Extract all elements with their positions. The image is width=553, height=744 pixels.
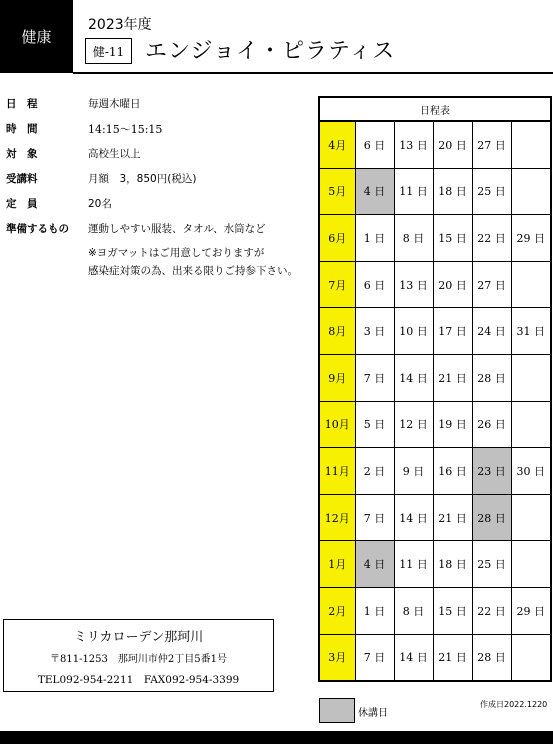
schedule-row [319,215,551,262]
day-cell: 6 日 [355,261,394,308]
schedule-title: 日程表 [319,97,551,121]
day-cell: 25 日 [472,168,511,215]
note-text: 感染症対策の為、出来る限りご持参下さい。 [88,265,298,277]
info-value: 運動しやすい服装、タオル、水筒など [88,223,266,235]
month-cell: 2月 [319,587,355,634]
month-cell: 8月 [319,308,355,355]
info-label: 日 程 [6,98,38,110]
day-cell [511,401,551,448]
day-cell: 21 日 [433,494,472,541]
month-cell: 11月 [319,448,355,495]
footer-bar [0,731,553,744]
note-text: ※ヨガマットはご用意しておりますが [88,247,265,259]
closed-day-cell: 23 日 [472,448,511,495]
course-code: 健-11 [92,44,125,59]
day-cell: 7 日 [355,634,394,681]
closed-legend-swatch [319,698,355,723]
day-cell: 14 日 [394,494,433,541]
day-cell: 25 日 [472,541,511,588]
day-cell: 7 日 [355,354,394,401]
schedule-body [319,121,551,681]
info-label: 時 間 [6,123,38,135]
info-value: 20名 [88,198,112,210]
month-cell: 1月 [319,541,355,588]
schedule-row [319,494,551,541]
day-cell: 26 日 [472,401,511,448]
schedule-row [319,634,551,681]
venue-name: ミリカローデン那珂川 [73,630,204,645]
day-cell: 16 日 [433,448,472,495]
info-value: 14:15～15:15 [88,123,163,136]
day-cell: 8 日 [394,587,433,634]
month-cell: 6月 [319,215,355,262]
venue-contact: TEL092-954-2211 FAX092-954-3399 [37,674,240,686]
day-cell: 21 日 [433,354,472,401]
schedule-row [319,261,551,308]
month-cell: 3月 [319,634,355,681]
day-cell: 20 日 [433,121,472,168]
schedule-row [319,587,551,634]
category-badge [0,0,73,73]
day-cell: 27 日 [472,121,511,168]
day-cell [511,261,551,308]
day-cell: 15 日 [433,215,472,262]
schedule-row [319,541,551,588]
day-cell: 30 日 [511,448,551,495]
fiscal-year: 2023年度 [88,17,152,33]
info-value: 毎週木曜日 [88,98,141,110]
day-cell: 8 日 [394,215,433,262]
schedule-row [319,401,551,448]
day-cell: 6 日 [355,121,394,168]
day-cell [511,494,551,541]
day-cell [511,354,551,401]
month-cell: 12月 [319,494,355,541]
venue-address: 〒811-1253 那珂川市仲2丁目5番1号 [49,654,227,665]
schedule-row [319,308,551,355]
info-label: 対 象 [6,148,38,160]
day-cell: 15 日 [433,587,472,634]
day-cell: 20 日 [433,261,472,308]
day-cell: 1 日 [355,587,394,634]
course-code-box [85,38,132,64]
day-cell: 11 日 [394,541,433,588]
day-cell: 13 日 [394,261,433,308]
day-cell: 28 日 [472,354,511,401]
day-cell [511,121,551,168]
day-cell: 29 日 [511,215,551,262]
course-title: エンジョイ・ピラティス [145,39,396,64]
info-value: 高校生以上 [88,148,141,160]
day-cell: 31 日 [511,308,551,355]
day-cell [511,168,551,215]
schedule-table [318,96,552,682]
closed-day-cell: 4 日 [355,168,394,215]
day-cell: 2 日 [355,448,394,495]
day-cell: 14 日 [394,634,433,681]
day-cell: 11 日 [394,168,433,215]
day-cell: 10 日 [394,308,433,355]
month-cell: 7月 [319,261,355,308]
created-date: 作成日2022.1220 [480,700,548,709]
day-cell: 19 日 [433,401,472,448]
day-cell: 3 日 [355,308,394,355]
month-cell: 10月 [319,401,355,448]
day-cell: 27 日 [472,261,511,308]
day-cell: 22 日 [472,215,511,262]
day-cell: 24 日 [472,308,511,355]
category-label: 健康 [21,28,52,46]
month-cell: 9月 [319,354,355,401]
day-cell: 14 日 [394,354,433,401]
closed-day-cell: 4 日 [355,541,394,588]
day-cell: 18 日 [433,541,472,588]
day-cell: 17 日 [433,308,472,355]
day-cell: 7 日 [355,494,394,541]
day-cell: 18 日 [433,168,472,215]
day-cell: 13 日 [394,121,433,168]
month-cell: 5月 [319,168,355,215]
day-cell: 9 日 [394,448,433,495]
day-cell: 29 日 [511,587,551,634]
day-cell [511,634,551,681]
month-cell: 4月 [319,121,355,168]
day-cell: 21 日 [433,634,472,681]
info-label: 定 員 [6,198,38,210]
schedule-row [319,168,551,215]
closed-legend-label: 休講日 [358,708,388,719]
schedule-row [319,121,551,168]
schedule-row [319,354,551,401]
info-value: 月額 3，850円(税込) [88,173,197,185]
info-label: 受講料 [6,173,38,185]
header-rule [73,72,553,74]
day-cell [511,541,551,588]
day-cell: 5 日 [355,401,394,448]
venue-box [3,619,274,692]
day-cell: 1 日 [355,215,394,262]
day-cell: 28 日 [472,634,511,681]
info-label: 準備するもの [6,223,69,235]
day-cell: 12 日 [394,401,433,448]
schedule-row [319,448,551,495]
closed-day-cell: 28 日 [472,494,511,541]
day-cell: 22 日 [472,587,511,634]
